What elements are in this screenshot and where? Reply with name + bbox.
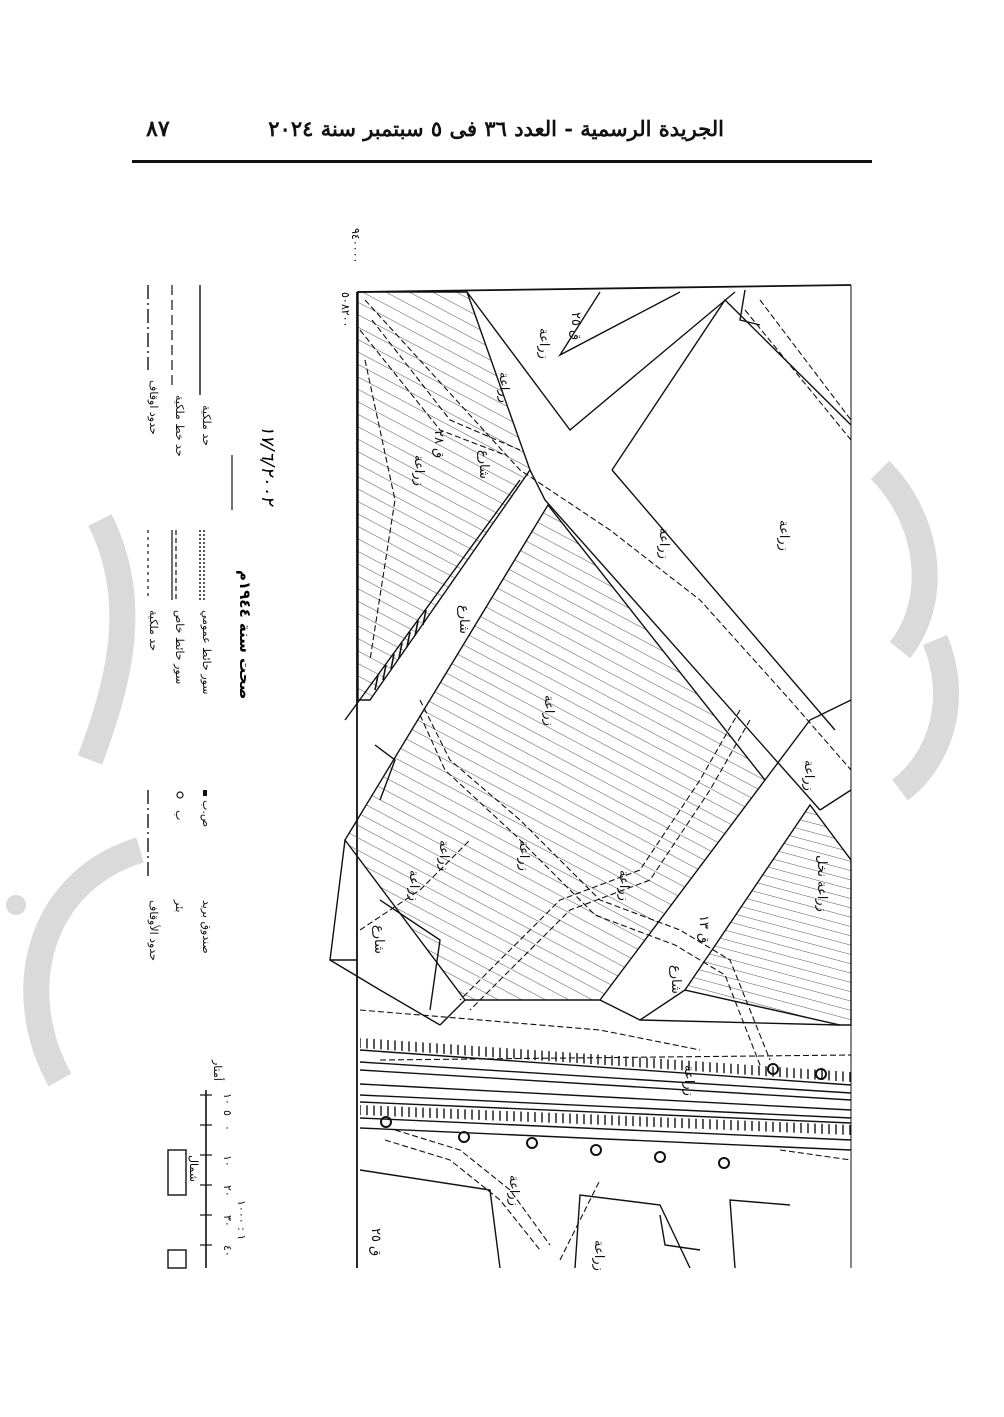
north-label: شمال [187,1155,200,1182]
legend-abbr: ب [173,810,186,821]
scale-bar [200,1059,248,1268]
coordinate-corner: ٥٠٨٢٠٠ [339,292,352,328]
label-zeraa: زراعة [591,1240,606,1271]
label-parcel: ق ٢٥ [568,312,583,341]
label-zeraa: زراعة [411,455,426,486]
bottom-plot-outlines [360,1170,790,1268]
label-zeraa: زراعة [801,760,816,791]
north-indicator [168,1150,200,1268]
label-street: شارع [371,925,386,954]
label-parcel: ق ٢٨ [431,430,446,459]
legend [147,285,213,961]
page-number: ٨٧ [146,116,170,142]
coordinate-top: ٩٤٠٠٠٠ [349,228,362,264]
label-zeraa: زراعة [656,528,671,559]
railway [360,1038,851,1150]
legend-label: حدود الأوقاف [147,900,160,961]
label-zeraa: زراعة [496,372,511,403]
scale-tick-label: ٥ [221,1110,234,1116]
label-zeraa: زراعة [406,870,421,901]
legend-label: حد خط ملكية [173,395,186,457]
label-zeraa: زراعة [541,695,556,726]
legend-label: حد ملكية [147,610,160,651]
scale-tick-label: ١٠ [221,1155,234,1167]
legend-label: بئر [173,900,186,913]
label-zeraa: زراعة [436,840,451,871]
label-zeraa: زراعة [681,1065,696,1096]
scale-unit: أمتار [211,1060,224,1081]
label-parcel: ق ٢٥ [368,1228,383,1257]
legend-abbr: ص.ب [200,800,213,828]
map-frame-top [357,285,851,292]
sheet-label: صحت سنة ١٩٤٤م [236,570,254,700]
scale-tick-label: ٠ [221,1125,234,1131]
label-zeraa-nakhl: زراعة نخل [814,855,829,912]
legend-label: سور حائط عمومي [200,610,213,695]
scale-tick-label: ١٠ [221,1093,234,1105]
label-zeraa: زراعة [616,870,631,901]
label-zeraa: زراعة [776,520,791,551]
legend-label: سور حائط خاص [173,610,186,685]
scale-tick-label: ٣٠ [221,1215,234,1227]
label-zeraa: زراعة [506,1175,521,1206]
legend-label: حد ملكية [200,405,213,446]
label-street: شارع [476,450,491,479]
handwritten-date: ١٧/٦/٢٠٠٢ [257,425,278,505]
scale-tick-label: ٢٠ [221,1185,234,1197]
legend-label: صندوق بريد [200,900,213,954]
legend-label: حدود اوقاف [147,380,160,435]
label-zeraa: زراعة [536,328,551,359]
scale-tick-label: ٤٠ [221,1245,234,1257]
label-street: شارع [668,965,683,994]
label-street: شارع [456,605,471,634]
label-zeraa: زراعة [516,840,531,871]
scale-label: ١ : ١٠٠٠ [235,1200,248,1241]
page-title: الجريدة الرسمية - العدد ٣٦ فى ٥ سبتمبر سنة ٢٠٢٤ [268,116,724,141]
label-parcel: ق ١٣ [696,915,711,944]
